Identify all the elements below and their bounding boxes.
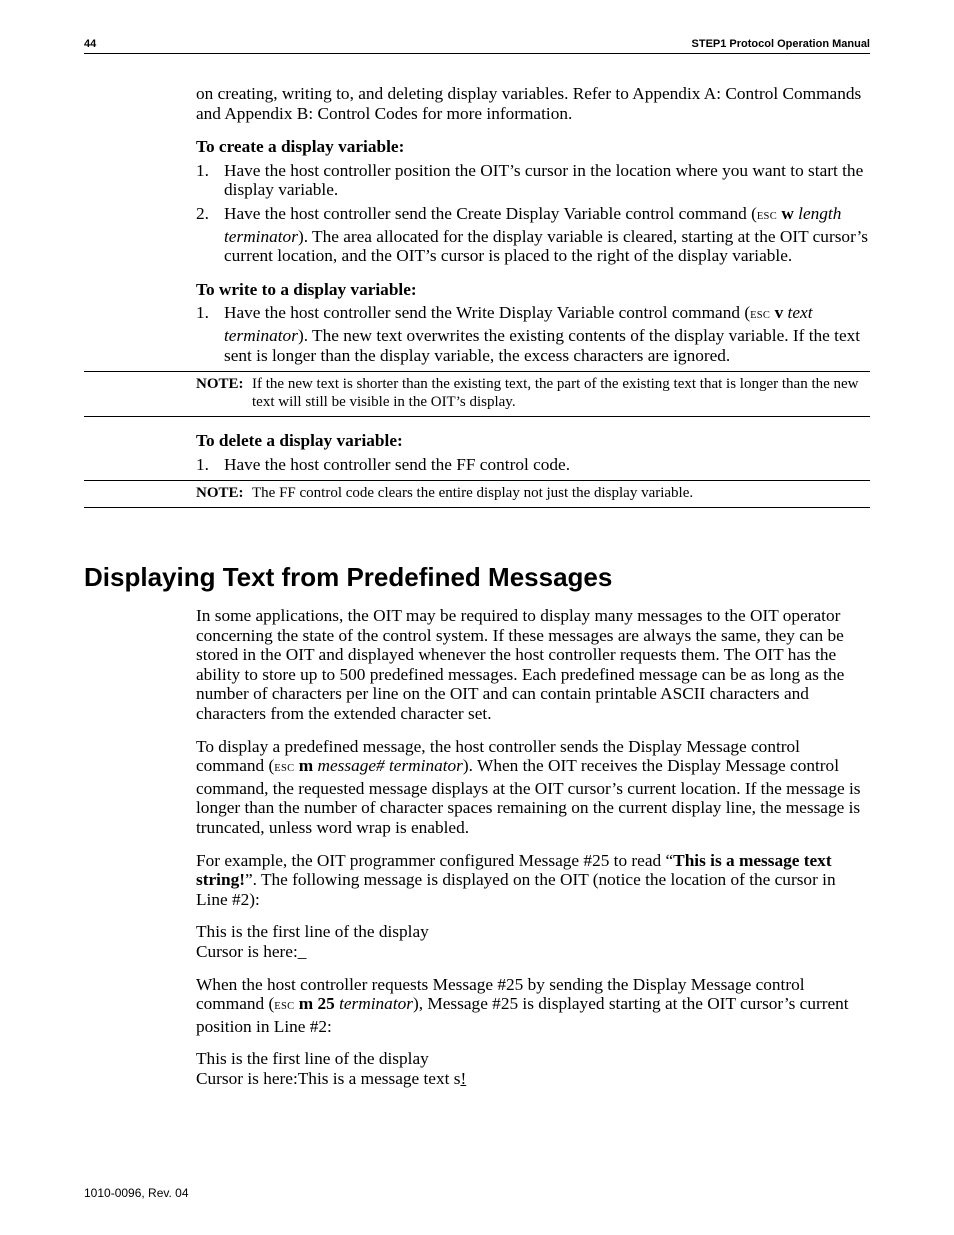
step-text-pre: Have the host controller send the Write Display Variable control command ( <box>224 303 751 323</box>
command-args: text terminator <box>224 303 813 345</box>
example-line-1: This is the first line of the display <box>196 1049 429 1069</box>
doc-number: 1010-0096, Rev. 04 <box>84 1186 189 1200</box>
display-example-1 <box>196 922 870 961</box>
command-letter: v <box>774 303 784 323</box>
step-text: Have the host controller send the FF control code. <box>224 454 571 474</box>
section-paragraph-1: In some applications, the OIT may be required to display many messages to the OIT operator concerning the state of the control system. If these messages are always the same, they can be stored in the OIT and displayed whenever the host controller requests them. The OIT has the ability to store up to 500 predefined messages. Each predefined message can be as long as the number of characters per line on the OIT and can contain printable ASCII characters and characters from the extended character set. <box>196 606 845 723</box>
esc-key-label: ESC <box>274 763 295 775</box>
section-paragraph-2 <box>196 737 870 838</box>
display-example-2 <box>196 1049 870 1088</box>
step-text-post: ). The area allocated for the display variable is cleared, starting at the OIT cursor’s current location, and the OIT’s cursor is placed to the right of the display variable. <box>224 226 868 266</box>
text: ). When the OIT receives the Display Message control command, the requested message displays at the OIT cursor’s current location. If the message is longer than the number of character spaces remaining on the current display line, the message is truncated, unless word wrap is enabled. <box>196 756 861 837</box>
section-title: Displaying Text from Predefined Messages <box>84 562 613 592</box>
command-args: length terminator <box>224 203 842 246</box>
cursor-char: ! <box>460 1068 467 1088</box>
esc-key-label: ESC <box>756 210 778 222</box>
command-letter: w <box>781 203 794 223</box>
text: ), Message #25 is displayed starting at the OIT cursor’s current position in Line #2: <box>196 994 849 1036</box>
text: For example, the OIT programmer configured Message #25 to read “ <box>196 850 674 870</box>
command-args: message# terminator <box>317 756 463 776</box>
cursor-marker: _ <box>297 941 307 961</box>
command-letter: m 25 <box>298 994 335 1014</box>
delete-heading: To delete a display variable: <box>196 431 403 451</box>
section-paragraph-3 <box>196 851 870 910</box>
note-text: The FF control code clears the entire display not just the display variable. <box>252 485 694 502</box>
create-step-2 <box>196 204 870 266</box>
note-label: NOTE: <box>196 485 244 502</box>
note-text: If the new text is shorter than the existing text, the part of the existing text that is longer than the new text will still be visible in the OIT’s display. <box>252 376 859 411</box>
step-text: Have the host controller position the OIT’s cursor in the location where you want to start the display variable. <box>224 160 864 200</box>
step-text-pre: Have the host controller send the Create Display Variable control command ( <box>224 203 757 223</box>
write-heading: To write to a display variable: <box>196 279 417 299</box>
delete-step-1 <box>196 455 870 475</box>
note-label: NOTE: <box>196 376 244 393</box>
header-rule <box>84 53 870 54</box>
step-number: 1. <box>196 454 209 474</box>
text: To display a predefined message, the host controller sends the Display Message control command ( <box>196 736 800 776</box>
example-line-2: Cursor is here: <box>196 941 298 961</box>
intro-paragraph: on creating, writing to, and deleting display variables. Refer to Appendix A: Control Commands and Appendix B: Control Codes for more information. <box>196 84 862 123</box>
manual-title: STEP1 Protocol Operation Manual <box>691 38 870 50</box>
text: ”. The following message is displayed on the OIT (notice the location of the cursor in Line #2): <box>196 870 836 909</box>
step-number: 1. <box>196 303 209 323</box>
example-line-2: Cursor is here:This is a message text s <box>196 1068 461 1088</box>
step-number: 2. <box>196 203 209 223</box>
delete-note <box>84 480 870 508</box>
example-line-1: This is the first line of the display <box>196 922 429 942</box>
step-text-post: ). The new text overwrites the existing contents of the display variable. If the text sent is longer than the display variable, the excess characters are ignored. <box>224 325 861 365</box>
create-heading: To create a display variable: <box>196 137 405 157</box>
write-note <box>84 371 870 417</box>
top-content <box>196 84 870 516</box>
write-step-1 <box>196 303 870 365</box>
message-string: This is a message text string! <box>196 850 832 890</box>
text: When the host controller requests Message #25 by sending the Display Message control command ( <box>196 974 805 1014</box>
esc-key-label: ESC <box>274 1001 295 1013</box>
page-number: 44 <box>84 38 97 50</box>
section-content <box>196 606 870 1101</box>
command-letter: m <box>298 756 314 776</box>
command-args: terminator <box>339 994 413 1014</box>
section-paragraph-4 <box>196 975 870 1037</box>
esc-key-label: ESC <box>750 310 771 322</box>
create-step-1 <box>196 161 870 200</box>
step-number: 1. <box>196 160 209 180</box>
